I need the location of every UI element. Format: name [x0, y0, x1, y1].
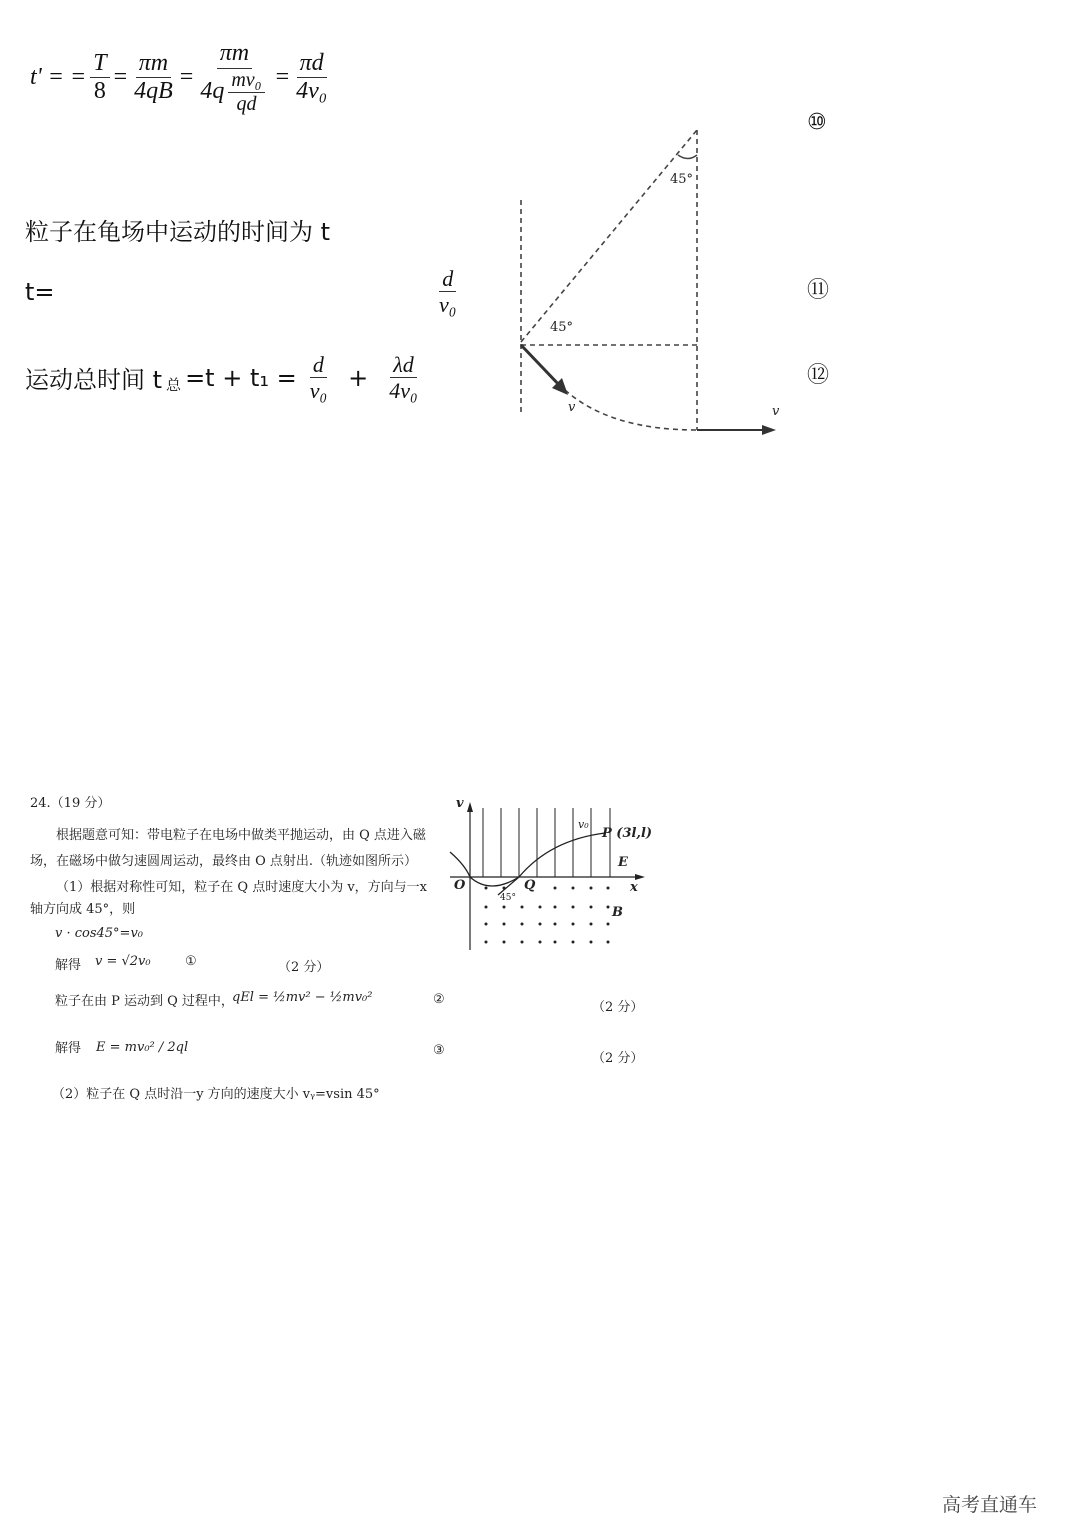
equation-marker: ⑫: [807, 363, 830, 388]
formula-lhs: t' = =: [30, 64, 87, 91]
equation: v = √2v₀: [95, 954, 151, 969]
plus: +: [348, 363, 369, 392]
frac-num: d: [310, 352, 327, 378]
velocity-label: v: [772, 404, 780, 419]
equals: =: [275, 64, 290, 91]
equation: qEl = ½mv² − ½mv₀²: [232, 990, 373, 1005]
frac-num: λd: [390, 352, 417, 378]
equals: =: [113, 64, 128, 91]
frac-den: v₀: [439, 292, 457, 318]
t-equals-label: t=: [25, 278, 55, 306]
origin-label: O: [454, 878, 466, 893]
frac-num: πd: [297, 50, 327, 79]
time-in-field-text: 粒子在龟场中运动的时间为 t: [25, 218, 331, 246]
axis-label-x: x: [630, 880, 638, 895]
angle-label: 45°: [670, 172, 694, 187]
question-heading: 24.（19 分）: [30, 796, 111, 811]
equals: =: [179, 64, 194, 91]
angle-label: 45°: [550, 320, 574, 335]
v0-label: v₀: [578, 818, 589, 831]
field-b-label: B: [612, 905, 623, 920]
frac-num: πm: [136, 50, 171, 79]
frac-den: 4v₀: [296, 78, 328, 105]
frac-den: qd: [236, 92, 257, 115]
equation-marker: ⑪: [807, 278, 830, 303]
frac-num: T: [90, 50, 109, 79]
point-p-label: P (3l,l): [602, 826, 653, 841]
score: （2 分）: [592, 1000, 644, 1015]
subscript-total: 总: [166, 376, 182, 395]
paragraph: （2）粒子在 Q 点时沿一y 方向的速度大小 vᵧ=vsin 45°: [52, 1087, 380, 1102]
frac-den: 4qB: [134, 78, 173, 105]
field-e-label: E: [618, 855, 628, 870]
total-time-label: 运动总时间 t: [25, 366, 163, 395]
score: （2 分）: [592, 1051, 644, 1066]
frac-num: mv₀: [228, 69, 264, 93]
frac-den: 4v₀: [389, 378, 418, 404]
equation-marker: ⑩: [807, 110, 827, 135]
equation: E = mv₀² / 2ql: [96, 1040, 189, 1055]
velocity-label: v: [568, 400, 576, 415]
frac-num: d: [439, 266, 456, 292]
trajectory-diagram: [0, 0, 1080, 480]
watermark: 高考直通车: [942, 1494, 1038, 1516]
paragraph: 粒子在由 P 运动到 Q 过程中，: [55, 994, 234, 1009]
paragraph: 轴方向成 45°，则: [30, 902, 136, 917]
angle-label: 45°: [500, 893, 516, 903]
axis-label-y: v: [456, 796, 464, 811]
frac-den: 8: [93, 78, 106, 105]
equation-marker: ①: [185, 954, 197, 969]
paragraph: （1）根据对称性可知，粒子在 Q 点时速度大小为 v，方向与一x: [56, 880, 428, 895]
field-diagram: [440, 790, 660, 960]
solve-label: 解得: [55, 958, 82, 973]
paragraph: 根据题意可知：带电粒子在电场中做类平抛运动，由 Q 点进入磁: [56, 828, 426, 843]
equation-marker: ②: [433, 992, 445, 1007]
score: （2 分）: [278, 960, 330, 975]
total-time-expr: =t + t₁ =: [185, 363, 297, 392]
paragraph: 场，在磁场中做匀速圆周运动，最终由 O 点射出.（轨迹如图所示）: [30, 854, 418, 869]
frac-num: πm: [217, 40, 252, 69]
equation-marker: ③: [433, 1043, 445, 1058]
solve-label: 解得: [55, 1041, 82, 1056]
frac-den-prefix: 4q: [200, 78, 225, 105]
frac-den: v₀: [309, 378, 328, 404]
point-q-label: Q: [524, 878, 536, 893]
equation: v · cos45°=v₀: [55, 926, 144, 941]
